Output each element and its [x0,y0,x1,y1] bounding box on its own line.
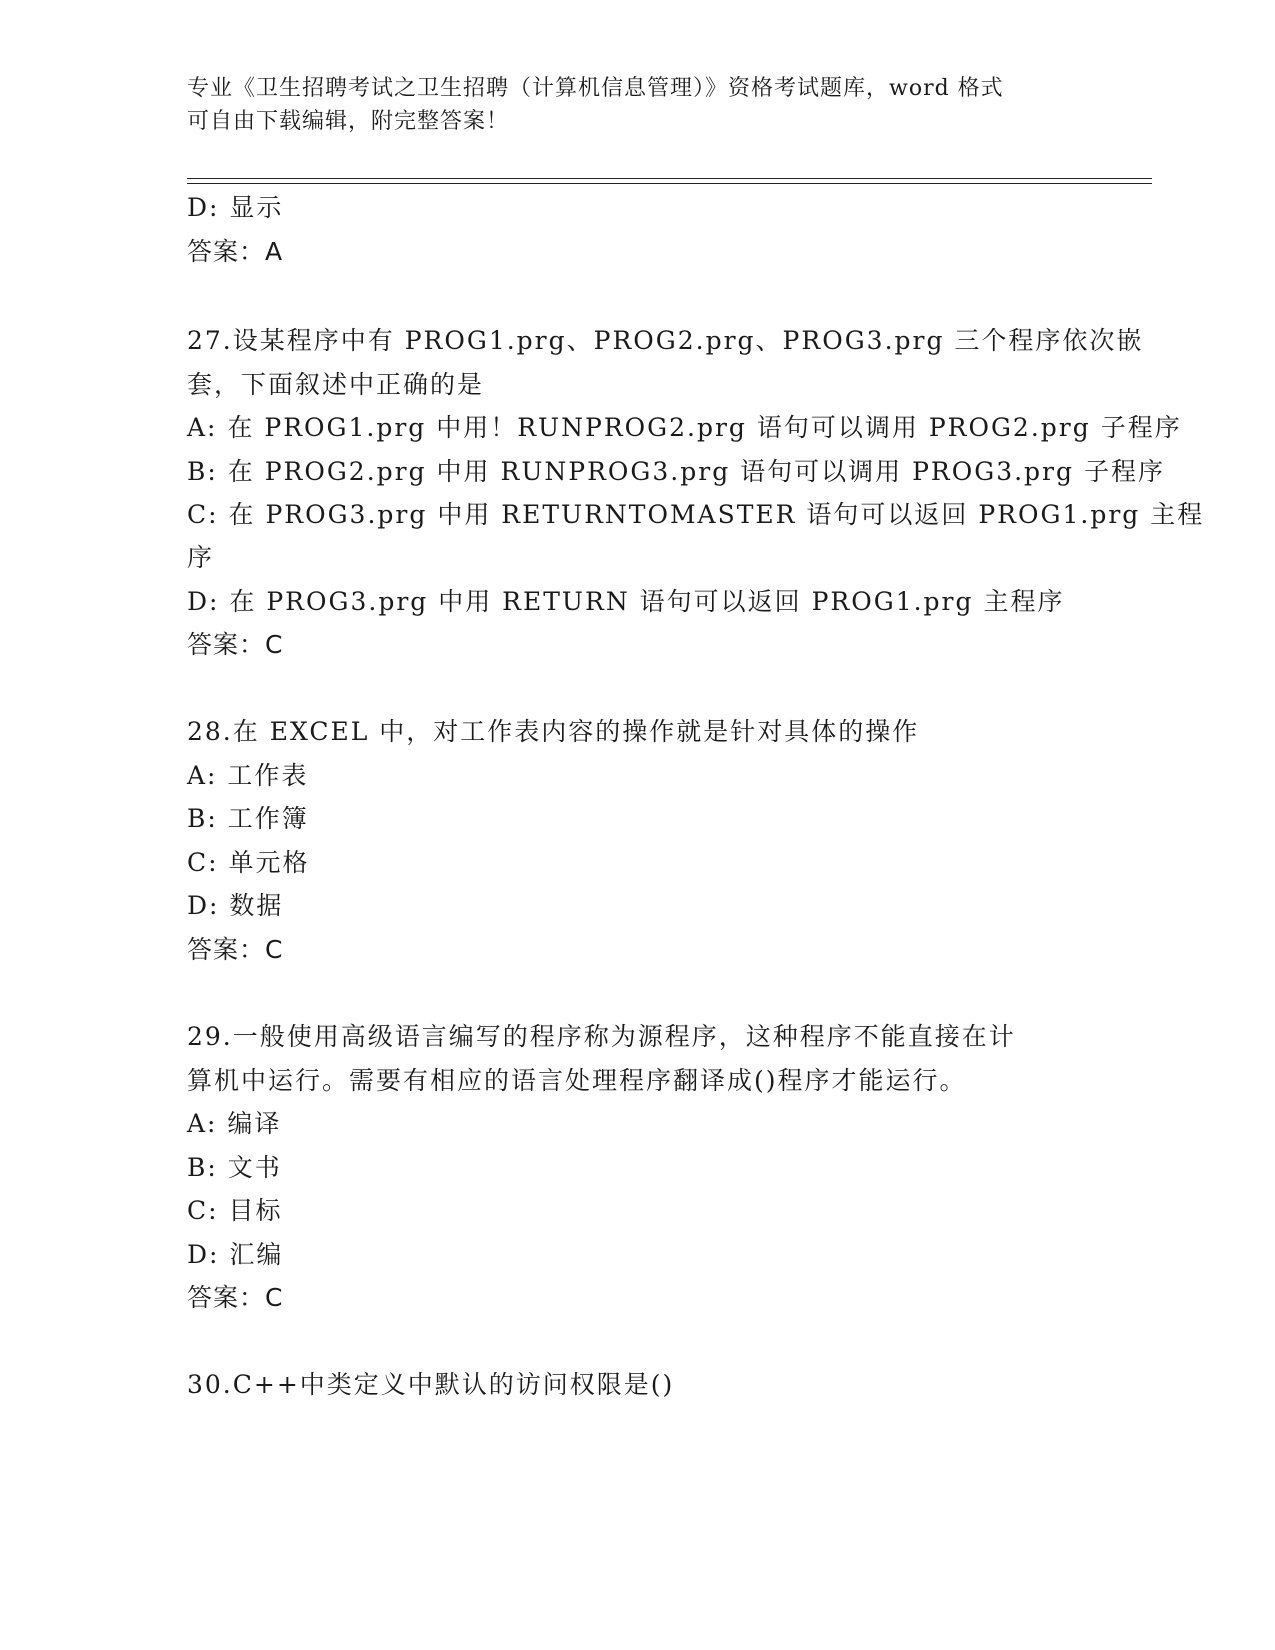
q27-option-d: D: 在 PROG3.prg 中用 RETURN 语句可以返回 PROG1.prg 主程序 [187,587,1065,616]
q28-option-b: B: 工作簿 [187,804,309,833]
q28-option-d: D: 数据 [187,891,284,920]
q30-stem: 30.C++中类定义中默认的访问权限是() [187,1370,675,1399]
header-line-1: 专业《卫生招聘考试之卫生招聘（计算机信息管理）》资格考试题库，word 格式 [187,76,1004,101]
q27-stem-line-1: 27.设某程序中有 PROG1.prg、PROG2.prg、PROG3.prg 三个程序依次嵌 [187,326,1144,355]
header-line-2: 可自由下载编辑，附完整答案！ [187,109,510,134]
q27-option-c-line-2: 序 [187,543,215,572]
q27-stem-line-2: 套，下面叙述中正确的是 [187,370,485,399]
header-rule-top [187,178,1152,179]
q29-option-c: C: 目标 [187,1196,283,1225]
q27-option-b: B: 在 PROG2.prg 中用 RUNPROG3.prg 语句可以调用 PROG3.prg 子程序 [187,457,1165,486]
q29-answer: 答案：C [187,1283,284,1312]
q27-option-a: A: 在 PROG1.prg 中用！RUNPROG2.prg 语句可以调用 PROG2.prg 子程序 [187,413,1182,442]
q29-option-a: A: 编译 [187,1109,282,1138]
document-header [187,72,1087,138]
q27-option-c-line-1: C: 在 PROG3.prg 中用 RETURNTOMASTER 语句可以返回 PROG1.prg 主程 [187,500,1205,529]
q28-answer: 答案：C [187,935,284,964]
prev-option-d: D: 显示 [187,193,284,222]
q29-option-b: B: 文书 [187,1153,282,1182]
q29-stem-line-1: 29.一般使用高级语言编写的程序称为源程序，这种程序不能直接在计 [187,1022,1016,1051]
q28-option-c: C: 单元格 [187,848,310,877]
q29-option-d: D: 汇编 [187,1240,284,1269]
header-rule-bottom [187,183,1152,184]
q29-stem-line-2: 算机中运行。需要有相应的语言处理程序翻译成()程序才能运行。 [187,1066,967,1095]
prev-answer: 答案：A [187,237,284,266]
q28-option-a: A: 工作表 [187,761,309,790]
q28-stem: 28.在 EXCEL 中，对工作表内容的操作就是针对具体的操作 [187,717,920,746]
q27-answer: 答案：C [187,630,284,659]
